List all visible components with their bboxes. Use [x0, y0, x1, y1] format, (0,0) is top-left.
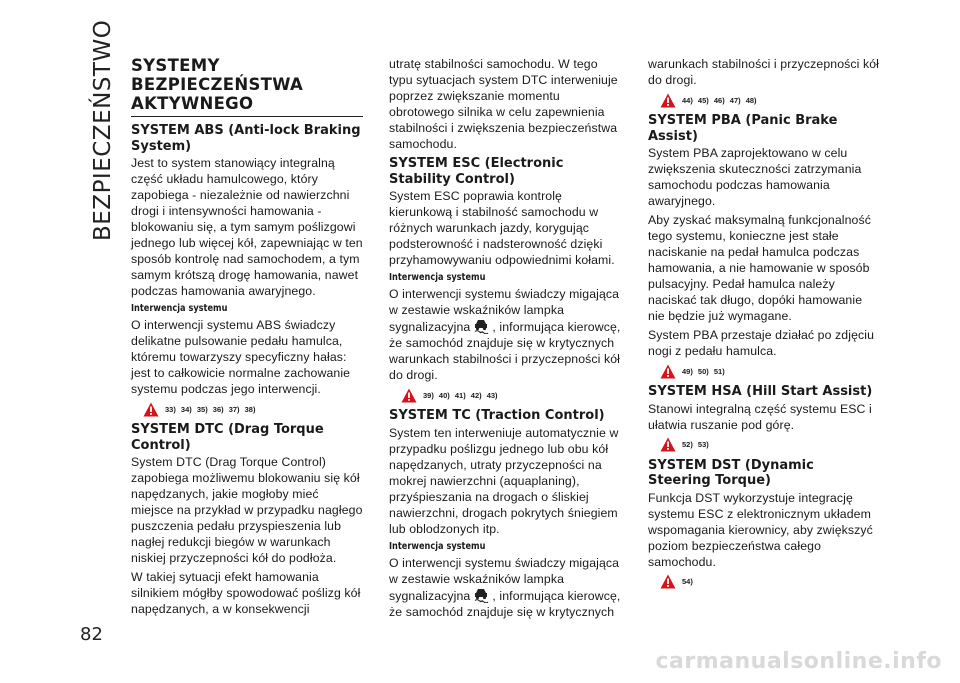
site-watermark: carmanualsonline.info — [655, 649, 942, 674]
pba-section-title: SYSTEM PBA (Panic Brake Assist) — [648, 113, 838, 144]
tc-warning-references — [660, 91, 880, 109]
dtc-description: System DTC (Drag Torque Control) zapobiega możliwemu blokowaniu się kół napędzanych, jakie mogłoby mieć miejsce na przykład w przypadku nagłego puszczenia pedału przyspieszenia lub nagłej redukcji biegów w warunkach niskiej przyczepności kół do podłoża. — [131, 455, 363, 565]
column-1 — [131, 56, 363, 620]
dst-refs: 54) — [682, 577, 693, 586]
warning-triangle-icon — [660, 93, 676, 108]
esc-section-title: SYSTEM ESC (Electronic Stability Control) — [389, 156, 564, 187]
hsa-section-title: SYSTEM HSA (Hill Start Assist) — [648, 384, 873, 399]
esc-skid-warning-lamp-icon — [472, 587, 490, 603]
dtc-section-title: SYSTEM DTC (Drag Torque Control) — [131, 422, 324, 453]
esc-intervention-text-b: , informująca kierowcę, że samochód znajduje się w krytycznych warunkach stabilności i przyczepności kół do drogi. — [389, 320, 621, 382]
warning-triangle-icon — [660, 364, 676, 379]
pba-refs: 49) 50) 51) — [682, 366, 725, 376]
pba-warning-references — [660, 362, 880, 380]
pba-description: System PBA zaprojektowano w celu zwiększenia skuteczności zatrzymania samochodu podczas hamowania awaryjnego. — [648, 146, 862, 208]
esc-warning-references — [401, 386, 621, 404]
abs-warning-references — [143, 400, 363, 418]
dtc-continuation: utratę stabilności samochodu. W tego typu sytuacjach system DTC interweniuje poprzez zwiększanie momentu obrotowego silnika w celu zapewnienia stabilności i zwiększenia bezpieczeństwa samochodu. — [389, 57, 618, 151]
tc-intervention-text-a: O interwencji systemu świadczy migająca w zestawie wskaźników lampka sygnalizacyjna — [389, 555, 620, 603]
warning-triangle-icon — [660, 437, 676, 452]
tc-refs: 44) 45) 46) 47) 48) — [682, 95, 757, 105]
tc-continuation: warunkach stabilności i przyczepności kół do drogi. — [648, 57, 880, 87]
dst-warning-references — [660, 573, 880, 591]
pba-deactivation-text: System PBA przestaje działać po zdjęciu nogi z pedału hamulca. — [648, 328, 875, 358]
column-3 — [648, 56, 880, 595]
warning-triangle-icon — [143, 402, 159, 417]
main-title: SYSTEMY BEZPIECZEŃSTWA AKTYWNEGO — [131, 56, 363, 117]
warning-triangle-icon — [401, 388, 417, 403]
tc-description: System ten interweniuje automatycznie w przypadku poślizgu jednego lub obu kół napędzanych, utraty przyczepności na mokrej nawierzchni (aquaplaning), przyśpieszania na drogach o śliskiej nawierzchni, drogach pokrytych śniegiem lub oblodzonych itp. — [389, 425, 619, 536]
esc-refs: 39) 40) 41) 42) 43) — [423, 390, 498, 400]
warning-triangle-icon — [660, 574, 676, 589]
page-number: 82 — [80, 624, 103, 645]
abs-refs: 33) 34) 35) 36) 37) 38) — [165, 404, 256, 414]
abs-intervention-text: O interwencji systemu ABS świadczy delikatne pulsowanie pedału hamulca, któremu towarzyszy specyficzny hałas: jest to całkowicie normalne zachowanie systemu podczas jego interwencji. — [131, 318, 351, 396]
esc-description: System ESC poprawia kontrolę kierunkową i stabilność samochodu w różnych warunkach jazdy, korygując podsterowność i nadsterowność dzięki przyhamowywaniu odpowiednimi kołami. — [389, 189, 615, 267]
tc-intervention-subtitle: Interwencja systemu — [389, 540, 486, 552]
abs-description: Jest to system stanowiący integralną część układu hamulcowego, który zapobiega - niezależnie od nawierzchni drogi i intensywności hamowania - blokowaniu się, a tym samym poślizgowi jednego lub więcej kół, zapewniając w ten sposób kontrolę nad samochodem, a tym samym krótszą drogę hamowania, nawet podczas hamowania awaryjnego. — [131, 156, 363, 298]
hsa-warning-references — [660, 436, 880, 454]
tc-section-title: SYSTEM TC (Traction Control) — [389, 408, 605, 423]
dtc-continued-text: W takiej sytuacji efekt hamowania silnikiem mógłby spowodować poślizg kół napędzanych, a w konsekwencji — [131, 570, 361, 616]
tc-intervention-text-b: , informująca kierowcę, że samochód znajduje się w krytycznych — [389, 588, 621, 619]
hsa-description: Stanowi integralną część systemu ESC i ułatwia ruszanie pod górę. — [648, 401, 872, 432]
esc-skid-warning-lamp-icon — [472, 318, 490, 334]
dst-description: Funkcja DST wykorzystuje integrację systemu ESC z elektronicznym układem wspomagania kierownicy, aby zwiększyć poziom bezpieczeństwa całego samochodu. — [648, 490, 873, 569]
dst-section-title: SYSTEM DST (Dynamic Steering Torque) — [648, 457, 814, 488]
esc-intervention-text — [389, 286, 621, 383]
hsa-refs: 52) 53) — [682, 440, 709, 449]
section-side-title: BEZPIECZEŃSTWO — [90, 19, 116, 241]
tc-intervention-text — [389, 555, 621, 620]
esc-intervention-text-a: O interwencji systemu świadczy migająca w zestawie wskaźników lampka sygnalizacyjna — [389, 287, 620, 334]
pba-usage-text: Aby zyskać maksymalną funkcjonalność tego systemu, konieczne jest stałe naciskanie na pedał hamulca podczas hamowania, a nie hamowanie w sposób pulsacyjny. Pedał hamulca należy naciskać tak długo, dopóki hamowanie nie będzie już wymagane. — [648, 213, 871, 323]
esc-intervention-subtitle: Interwencja systemu — [389, 272, 486, 283]
column-2 — [389, 56, 621, 623]
abs-section-title: SYSTEM ABS (Anti-lock Braking System) — [131, 123, 361, 154]
abs-intervention-subtitle: Interwencja systemu — [131, 303, 228, 314]
